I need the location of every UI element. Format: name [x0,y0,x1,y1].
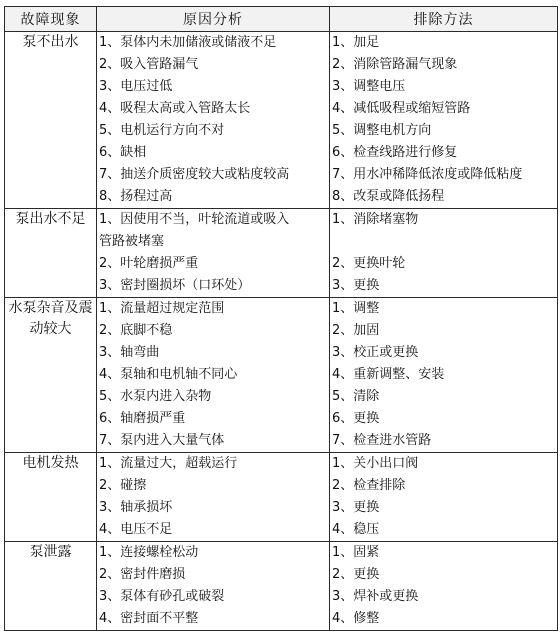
remedy-cell [330,32,558,209]
cause-line: 2、叶轮磨损严重 [99,256,199,271]
cause-line: 管路被堵塞 [99,234,165,249]
remedy-line: 4、重新调整、安装 [332,367,445,382]
remedy-line: 4、修整 [332,611,380,626]
cause-line: 2、底脚不稳 [99,323,173,338]
cause-line: 3、轴承损坏 [99,500,173,515]
troubleshooting-table [4,6,558,631]
remedy-line: 5、清除 [332,389,380,404]
cause-line: 1、流量超过规定范围 [99,301,225,316]
remedy-line: 6、更换 [332,411,380,426]
remedy-line: 3、焊补或更换 [332,589,419,604]
cause-line: 2、碰擦 [99,478,147,493]
fault-row [5,298,558,453]
fault-symptom: 泵不出水 [5,32,97,209]
cause-line: 5、水泵内进入杂物 [99,389,212,404]
remedy-cell [330,542,558,631]
cause-line: 2、密封件磨损 [99,567,186,582]
cause-line: 6、轴磨损严重 [99,411,186,426]
cause-line: 3、电压过低 [99,79,173,94]
cause-line: 4、泵轴和电机轴不同心 [99,367,238,382]
remedy-line: 4、减低吸程或缩短管路 [332,101,471,116]
cause-cell [97,453,330,542]
remedy-line: 2、加固 [332,323,380,338]
remedy-line: 7、用水冲稀降低浓度或降低粘度 [332,167,523,182]
remedy-line: 6、检查线路进行修复 [332,145,458,160]
remedy-cell [330,453,558,542]
fault-row [5,209,558,298]
remedy-line: 2、更换叶轮 [332,256,406,271]
remedy-cell [330,298,558,453]
cause-cell [97,298,330,453]
cause-line: 1、泵体内未加储液或储液不足 [99,35,277,50]
remedy-line: 1、加足 [332,35,380,50]
fault-row [5,542,558,631]
remedy-line: 7、检查进水管路 [332,433,432,448]
header-symptom: 故障现象 [5,7,97,32]
remedy-line: 3、调整电压 [332,79,406,94]
cause-line: 3、轴弯曲 [99,345,160,360]
remedy-line: 4、稳压 [332,522,380,537]
remedy-line: 1、固紧 [332,545,380,560]
fault-row [5,453,558,542]
fault-symptom: 电机发热 [5,453,97,542]
remedy-line: 1、关小出口阀 [332,456,419,471]
cause-line: 2、吸入管路漏气 [99,57,199,72]
remedy-line: 8、改泵或降低扬程 [332,189,445,204]
fault-symptom: 泵泄露 [5,542,97,631]
remedy-cell [330,209,558,298]
cause-line: 3、密封圈损坏（口环处） [99,278,251,293]
cause-line: 3、泵体有砂孔或破裂 [99,589,225,604]
remedy-line: 1、消除堵塞物 [332,212,419,227]
remedy-line [330,231,557,253]
cause-line: 1、因使用不当，叶轮流道或吸入 [99,212,290,227]
cause-cell [97,32,330,209]
fault-symptom: 泵出水不足 [5,209,97,298]
cause-line: 5、电机运行方向不对 [99,123,225,138]
remedy-line: 3、更换 [332,500,380,515]
header-row [5,7,558,32]
remedy-line: 5、调整电机方向 [332,123,432,138]
cause-line: 1、连接螺栓松动 [99,545,199,560]
cause-cell [97,209,330,298]
cause-line: 1、流量过大，超载运行 [99,456,238,471]
cause-line: 4、电压不足 [99,522,173,537]
remedy-line: 2、消除管路漏气现象 [332,57,458,72]
header-cause: 原因分析 [97,7,330,32]
cause-line: 4、吸程太高或入管路太长 [99,101,251,116]
cause-line: 7、抽送介质密度较大或粘度较高 [99,167,290,182]
remedy-line: 2、检查排除 [332,478,406,493]
cause-line: 4、密封面不平整 [99,611,199,626]
header-remedy: 排除方法 [330,7,558,32]
remedy-line: 3、校正或更换 [332,345,419,360]
fault-symptom: 水泵杂音及震动较大 [5,298,97,453]
cause-line: 8、扬程过高 [99,189,173,204]
remedy-line: 3、更换 [332,278,380,293]
cause-line: 6、缺相 [99,145,147,160]
cause-line: 7、泵内进入大量气体 [99,433,225,448]
remedy-line: 1、调整 [332,301,380,316]
cause-cell [97,542,330,631]
fault-row [5,32,558,209]
remedy-line: 2、更换 [332,567,380,582]
